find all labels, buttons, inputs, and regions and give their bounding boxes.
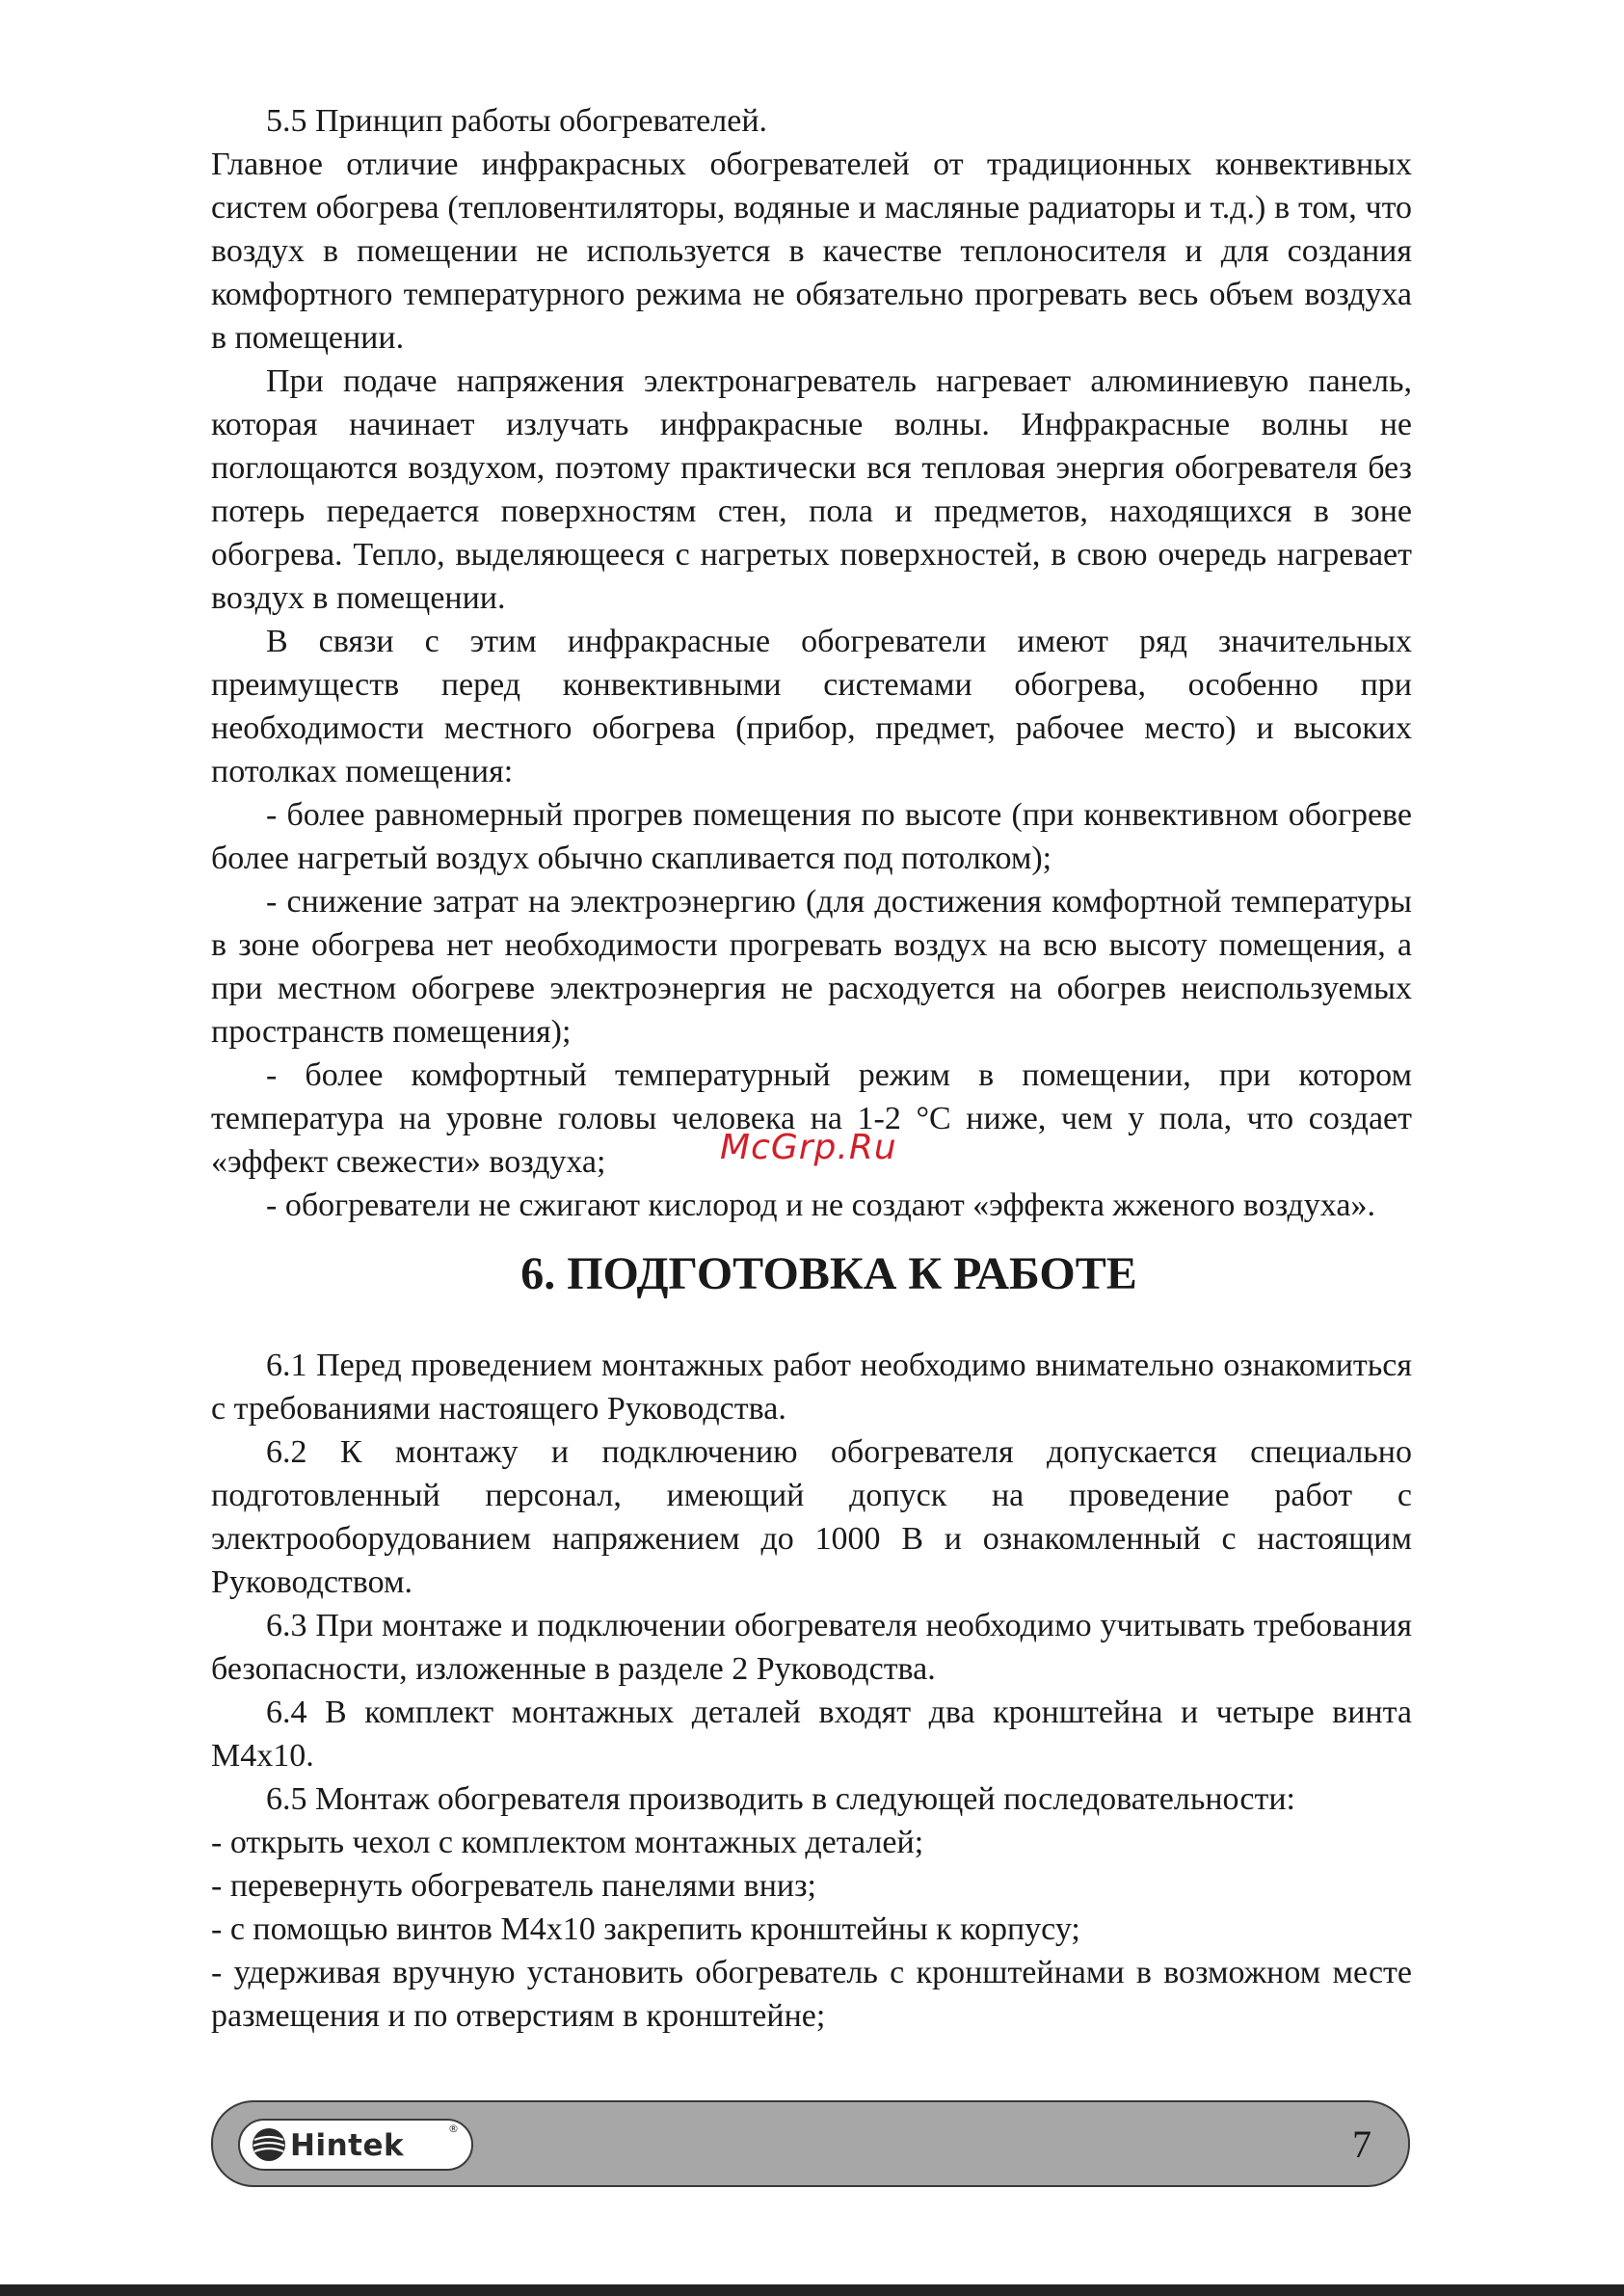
list-item: - перевернуть обогреватель панелями вниз; <box>211 1868 816 1904</box>
watermark-link[interactable]: McGrp.Ru <box>720 1128 897 1167</box>
list-item: - обогреватели не сжигают кислород и не создают «эффекта жженого воздуха». <box>266 1188 1375 1223</box>
section-5-5-title: 5.5 Принцип работы обогревателей. <box>266 103 768 139</box>
paragraph: 6.4 В комплект монтажных деталей входят два кронштейна и четыре винта М4х10. <box>211 1695 1412 1774</box>
paragraph: 6.1 Перед проведением монтажных работ необходимо внимательно ознакомиться с требованиями настоящего Руководства. <box>211 1348 1412 1427</box>
list-item: - более равномерный прогрев помещения по высоте (при конвективном обогреве более нагретый воздух обычно скапливается под потолком); <box>211 797 1412 876</box>
paragraph: 6.2 К монтажу и подключению обогревателя допускается специально подготовленный персонал, имеющий допуск на проведение работ с электрооборудованием напряжением до 1000 В и ознакомленный с настоящим Руководством. <box>211 1434 1412 1600</box>
list-item: - удерживая вручную установить обогреватель с кронштейнами в возможном месте размещения и по отверстиям в кронштейне; <box>211 1955 1412 2034</box>
paragraph: В связи с этим инфракрасные обогреватели имеют ряд значительных преимуществ перед конвективными системами обогрева, особенно при необходимости местного обогрева (прибор, предмет, рабочее место) и высоких потолках помещения: <box>211 624 1412 789</box>
page-number: 7 <box>1352 2122 1371 2166</box>
list-item: - снижение затрат на электроэнергию (для достижения комфортной температуры в зоне обогрева нет необходимости прогревать воздух на всю высоту помещения, а при местном обогреве электроэнергия не расходуется на обогрев неиспользуемых пространств помещения); <box>211 884 1412 1050</box>
list-item: - открыть чехол с комплектом монтажных деталей; <box>211 1825 924 1860</box>
registered-mark: ® <box>448 2122 459 2135</box>
list-item: - более комфортный температурный режим в помещении, при котором температура на уровне головы человека на 1-2 °С ниже, чем у пола, что создает «эффект свежести» воздуха; <box>211 1057 1412 1180</box>
paragraph: 6.3 При монтаже и подключении обогревателя необходимо учитывать требования безопасности, изложенные в разделе 2 Руководства. <box>211 1608 1412 1687</box>
paragraph: Главное отличие инфракрасных обогревателей от традиционных конвективных систем обогрева (тепловентиляторы, водяные и масляные радиаторы и т.д.) в том, что воздух в помещении не используется в качестве теплоносителя и для создания комфортного температурного режима не обязательно прогревать весь объем воздуха в помещении. <box>211 147 1412 356</box>
chapter-heading: 6. ПОДГОТОВКА К РАБОТЕ <box>520 1248 1137 1299</box>
page-content <box>211 99 1412 2038</box>
paragraph: При подаче напряжения электронагреватель нагревает алюминиевую панель, которая начинает излучать инфракрасные волны. Инфракрасные волны не поглощаются воздухом, поэтому практически вся тепловая энергия обогревателя без потерь передается поверхностям стен, пола и предметов, находящихся в зоне обогрева. Тепло, выделяющееся с нагретых поверхностей, в свою очередь нагревает воздух в помещении. <box>211 363 1412 616</box>
scan-edge <box>0 2284 1624 2296</box>
brand-name: Hintek <box>290 2128 405 2163</box>
brand-logo <box>238 2119 473 2171</box>
page-footer <box>211 2100 1410 2187</box>
paragraph: 6.5 Монтаж обогревателя производить в следующей последовательности: <box>266 1781 1295 1817</box>
list-item: - с помощью винтов М4х10 закрепить кронштейны к корпусу; <box>211 1911 1080 1947</box>
globe-icon <box>250 2126 288 2163</box>
heading-spacer <box>211 1324 1412 1344</box>
